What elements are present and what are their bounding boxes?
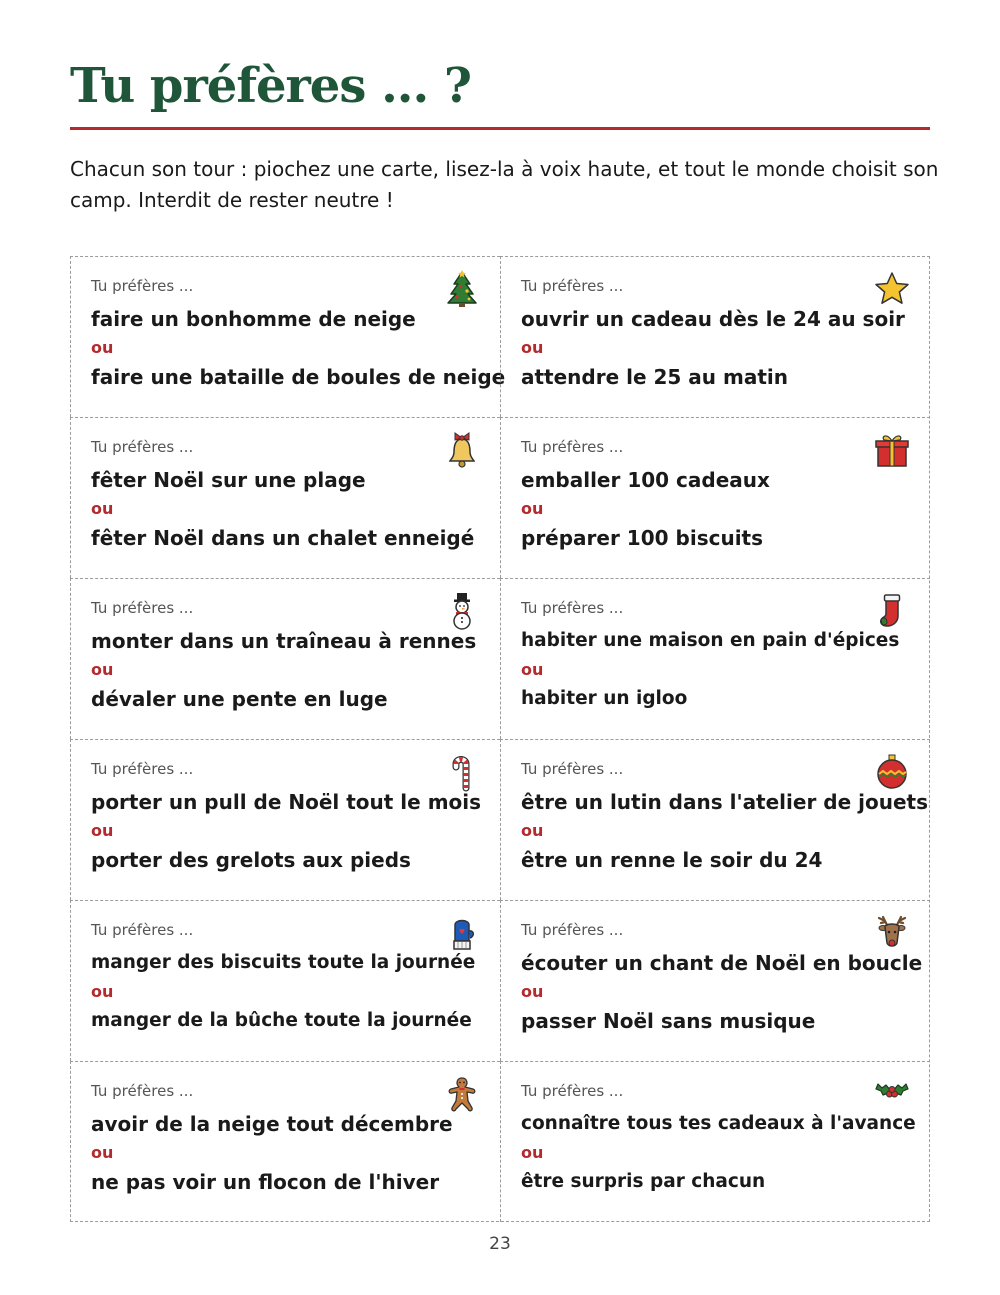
gift-icon [872, 430, 912, 470]
card-prompt: Tu préfères ... [91, 277, 194, 295]
or-label: ou [521, 982, 544, 1001]
card-prompt: Tu préfères ... [521, 1082, 624, 1100]
card-prompt: Tu préfères ... [521, 599, 624, 617]
holly-icon [872, 1074, 912, 1114]
card-prompt: Tu préfères ... [91, 599, 194, 617]
option-b: préparer 100 biscuits [521, 526, 764, 550]
card [70, 417, 500, 578]
option-b: porter des grelots aux pieds [91, 848, 411, 872]
or-label: ou [521, 1143, 544, 1162]
ornament-icon [872, 752, 912, 792]
mitten-icon [442, 913, 482, 953]
christmas-tree-icon [442, 269, 482, 309]
card [500, 417, 930, 578]
option-a: emballer 100 cadeaux [521, 468, 770, 492]
gingerbread-man-icon [442, 1074, 482, 1114]
card [500, 1061, 930, 1222]
card [70, 578, 500, 739]
card [500, 900, 930, 1061]
option-a: écouter un chant de Noël en boucle [521, 951, 923, 975]
or-label: ou [521, 821, 544, 840]
option-a: habiter une maison en pain d'épices [521, 630, 900, 651]
card-grid [70, 256, 930, 1222]
option-b: dévaler une pente en luge [91, 687, 388, 711]
reindeer-icon [872, 913, 912, 953]
card [500, 739, 930, 900]
or-label: ou [521, 338, 544, 357]
or-label: ou [91, 338, 114, 357]
card-prompt: Tu préfères ... [91, 921, 194, 939]
option-a: connaître tous tes cadeaux à l'avance [521, 1113, 916, 1134]
bell-icon [442, 430, 482, 470]
stocking-icon [872, 591, 912, 631]
option-b: manger de la bûche toute la journée [91, 1010, 472, 1031]
intro-text: Chacun son tour : piochez une carte, lisez-la à voix haute, et tout le monde choisit son camp. Interdit de rester neutre ! [70, 157, 939, 212]
option-b: ne pas voir un flocon de l'hiver [91, 1170, 440, 1194]
option-b: faire une bataille de boules de neige [91, 365, 506, 389]
or-label: ou [91, 821, 114, 840]
option-b: être un renne le soir du 24 [521, 848, 823, 872]
page-title: Tu préfères ... ? [70, 58, 472, 114]
option-a: porter un pull de Noël tout le mois [91, 790, 482, 814]
option-a: être un lutin dans l'atelier de jouets [521, 790, 928, 814]
card-prompt: Tu préfères ... [521, 438, 624, 456]
option-b: habiter un igloo [521, 688, 688, 709]
option-a: avoir de la neige tout décembre [91, 1112, 453, 1136]
snowman-icon [442, 591, 482, 631]
card [500, 256, 930, 417]
or-label: ou [91, 1143, 114, 1162]
candy-cane-icon [442, 752, 482, 792]
option-a: fêter Noël sur une plage [91, 468, 366, 492]
card [70, 256, 506, 417]
card-prompt: Tu préfères ... [91, 1082, 194, 1100]
option-a: manger des biscuits toute la journée [91, 952, 476, 973]
option-a: ouvrir un cadeau dès le 24 au soir [521, 307, 905, 331]
option-b: passer Noël sans musique [521, 1009, 816, 1033]
card [70, 900, 500, 1061]
card-prompt: Tu préfères ... [521, 760, 624, 778]
option-b: être surpris par chacun [521, 1171, 766, 1192]
card [70, 739, 500, 900]
option-b: fêter Noël dans un chalet enneigé [91, 526, 475, 550]
star-icon [872, 269, 912, 309]
card [70, 1061, 500, 1222]
card [500, 578, 930, 739]
option-b: attendre le 25 au matin [521, 365, 788, 389]
option-a: faire un bonhomme de neige [91, 307, 416, 331]
card-prompt: Tu préfères ... [91, 438, 194, 456]
or-label: ou [91, 982, 114, 1001]
or-label: ou [91, 660, 114, 679]
title-underline [70, 127, 930, 130]
or-label: ou [521, 660, 544, 679]
card-prompt: Tu préfères ... [521, 921, 624, 939]
or-label: ou [91, 499, 114, 518]
page-number: 23 [489, 1234, 511, 1254]
option-a: monter dans un traîneau à rennes [91, 629, 477, 653]
card-prompt: Tu préfères ... [91, 760, 194, 778]
or-label: ou [521, 499, 544, 518]
card-prompt: Tu préfères ... [521, 277, 624, 295]
